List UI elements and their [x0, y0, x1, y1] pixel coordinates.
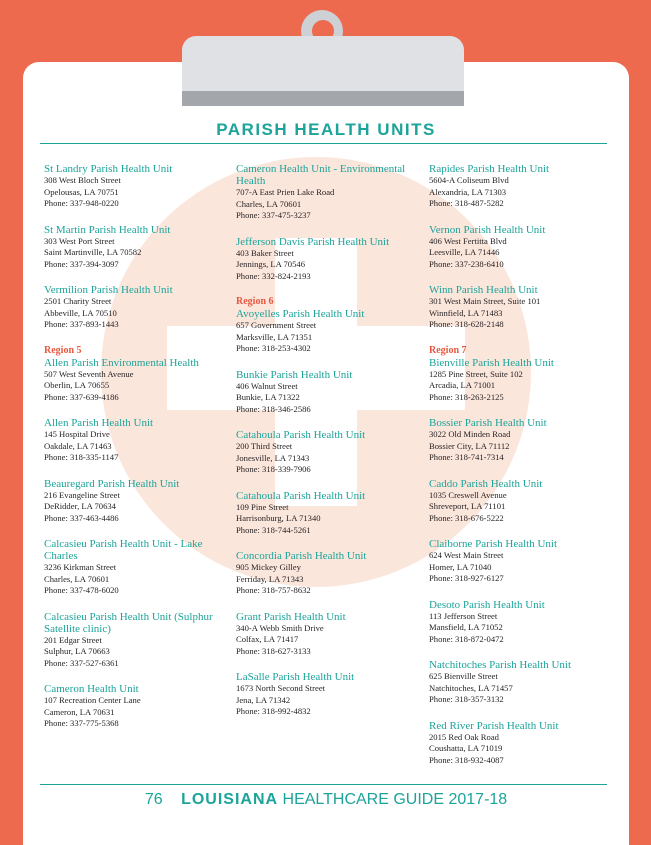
- health-unit-entry: [44, 417, 229, 464]
- health-unit-phone: Phone: 337-394-3097: [44, 258, 119, 269]
- health-unit-address-line: Sulphur, LA 70663: [44, 646, 110, 656]
- health-unit-address-line: 3236 Kirkman Street: [44, 562, 117, 572]
- footer-brand: LOUISIANA: [181, 791, 279, 808]
- health-unit-address-line: 340-A Webb Smith Drive: [236, 622, 324, 633]
- column-3: [429, 163, 609, 780]
- health-unit-entry: [236, 369, 421, 416]
- health-unit-address-line: 406 West Fertitta Blvd: [429, 235, 507, 246]
- health-unit-entry: [236, 671, 421, 718]
- health-unit-address-line: Natchitoches, LA 71457: [429, 682, 513, 693]
- health-unit-address-line: Colfax, LA 71417: [236, 634, 299, 644]
- health-unit-entry: [429, 599, 609, 646]
- health-unit-entry: [236, 490, 421, 537]
- health-unit-address-line: 2501 Charity Street: [44, 296, 112, 306]
- footer-divider: [40, 784, 607, 785]
- health-unit-address-line: 5604-A Coliseum Blvd: [429, 175, 509, 185]
- health-unit-phone: Phone: 318-744-5261: [236, 524, 311, 535]
- health-unit-name: Desoto Parish Health Unit: [429, 598, 545, 611]
- health-unit-name: Red River Parish Health Unit: [429, 719, 559, 732]
- health-unit-name: LaSalle Parish Health Unit: [236, 671, 355, 683]
- health-unit-entry: [429, 163, 609, 210]
- health-unit-address-line: 109 Pine Street: [236, 501, 289, 512]
- health-unit-address-line: Leesville, LA 71446: [429, 247, 500, 257]
- health-unit-phone: Phone: 318-927-6127: [429, 573, 504, 583]
- health-unit-address-line: 905 Mickey Gilley: [236, 562, 301, 572]
- page-title: PARISH HEALTH UNITS: [216, 120, 436, 139]
- health-unit-address-line: 507 West Seventh Avenue: [44, 368, 134, 379]
- health-unit-address-line: Jennings, LA 70546: [236, 259, 305, 269]
- health-unit-phone: Phone: 318-263-2125: [429, 391, 504, 402]
- health-unit-address-line: 406 Walnut Street: [236, 380, 298, 391]
- health-unit-phone: Phone: 318-487-5282: [429, 198, 504, 208]
- health-unit-address-line: Jonesville, LA 71343: [236, 452, 310, 463]
- footer-guide-title: HEALTHCARE GUIDE 2017-18: [282, 791, 508, 808]
- health-unit-address-line: Shreveport, LA 71101: [429, 501, 506, 511]
- health-unit-address-line: 113 Jefferson Street: [429, 610, 498, 621]
- health-unit-phone: Phone: 337-948-0220: [44, 198, 119, 208]
- health-unit-phone: Phone: 318-335-1147: [44, 452, 119, 462]
- health-unit-address-line: Arcadia, LA 71001: [429, 380, 496, 390]
- health-unit-address-line: 2015 Red Oak Road: [429, 731, 499, 742]
- health-unit-name: Rapides Parish Health Unit: [429, 163, 550, 175]
- health-unit-entry: [44, 224, 229, 271]
- health-unit-address-line: 200 Third Street: [236, 441, 293, 451]
- health-unit-address-line: 625 Bienville Street: [429, 671, 498, 681]
- title-divider: [40, 143, 607, 144]
- column-1: [44, 163, 229, 744]
- health-unit-entry: [44, 478, 229, 525]
- health-unit-entry: [44, 345, 229, 404]
- health-unit-address-line: 1673 North Second Street: [236, 683, 326, 693]
- health-unit-address-line: Abbeville, LA 70510: [44, 307, 117, 318]
- health-unit-address-line: Oberlin, LA 70655: [44, 380, 110, 390]
- health-unit-name: Calcasieu Parish Health Unit (Sulphur Satellite clinic): [44, 610, 213, 635]
- health-unit-entry: [429, 417, 609, 464]
- health-unit-entry: [236, 429, 421, 476]
- health-unit-address-line: 1285 Pine Street, Suite 102: [429, 368, 523, 379]
- health-unit-phone: Phone: 337-238-6410: [429, 258, 504, 269]
- health-unit-phone: Phone: 318-628-2148: [429, 319, 504, 329]
- region-heading: Region 5: [44, 344, 82, 356]
- health-unit-entry: [429, 720, 609, 767]
- health-unit-name: Natchitoches Parish Health Unit: [429, 659, 572, 671]
- health-unit-name: Allen Parish Environmental Health: [44, 356, 199, 369]
- health-unit-address-line: Alexandria, LA 71303: [429, 186, 507, 197]
- health-unit-address-line: Charles, LA 70601: [44, 573, 110, 584]
- health-unit-phone: Phone: 318-757-8632: [236, 585, 311, 595]
- health-unit-address-line: Opelousas, LA 70751: [44, 186, 119, 197]
- health-unit-address-line: Harrisonburg, LA 71340: [236, 513, 321, 523]
- health-unit-entry: [44, 284, 229, 331]
- health-unit-phone: Phone: 337-478-6020: [44, 585, 119, 595]
- health-unit-address-line: 308 West Bloch Street: [44, 175, 121, 185]
- region-heading: Region 6: [236, 296, 274, 307]
- health-unit-entry: [236, 236, 421, 283]
- health-unit-phone: Phone: 318-741-7314: [429, 452, 504, 462]
- health-unit-name: Jefferson Davis Parish Health Unit: [236, 235, 390, 248]
- health-unit-entry: [429, 345, 609, 404]
- health-unit-address-line: Saint Martinville, LA 70582: [44, 247, 142, 257]
- health-unit-address-line: 707-A East Prien Lake Road: [236, 187, 335, 197]
- health-unit-name: Bienville Parish Health Unit: [429, 356, 554, 369]
- health-unit-address-line: 216 Evangeline Street: [44, 489, 120, 500]
- health-unit-address-line: Homer, LA 71040: [429, 561, 492, 572]
- health-unit-address-line: 3022 Old Minden Road: [429, 429, 511, 439]
- health-unit-name: Concordia Parish Health Unit: [236, 550, 367, 562]
- health-unit-phone: Phone: 337-475-3237: [236, 210, 311, 220]
- health-unit-address-line: Winnfield, LA 71483: [429, 307, 503, 318]
- health-unit-name: Grant Parish Health Unit: [236, 610, 346, 623]
- health-unit-name: St Martin Parish Health Unit: [44, 223, 171, 236]
- health-unit-phone: Phone: 337-775-5368: [44, 718, 119, 728]
- health-unit-address-line: 303 West Port Street: [44, 235, 115, 246]
- health-unit-name: Catahoula Parish Health Unit: [236, 429, 366, 441]
- health-unit-phone: Phone: 337-893-1443: [44, 319, 119, 329]
- health-unit-entry: [44, 538, 229, 597]
- health-unit-address-line: Jena, LA 71342: [236, 694, 291, 705]
- health-unit-entry: [44, 683, 229, 730]
- health-unit-address-line: Oakdale, LA 71463: [44, 440, 112, 451]
- health-unit-address-line: Bossier City, LA 71112: [429, 440, 510, 451]
- health-unit-phone: Phone: 337-527-6361: [44, 657, 119, 668]
- health-unit-address-line: Bunkie, LA 71322: [236, 392, 300, 402]
- health-unit-phone: Phone: 337-463-4486: [44, 512, 119, 523]
- health-unit-name: Claiborne Parish Health Unit: [429, 538, 558, 550]
- region-heading: Region 7: [429, 344, 467, 356]
- health-unit-address-line: 624 West Main Street: [429, 550, 504, 560]
- health-unit-phone: Phone: 318-872-0472: [429, 633, 504, 644]
- health-unit-name: St Landry Parish Health Unit: [44, 163, 173, 175]
- health-unit-entry: [429, 659, 609, 706]
- health-unit-address-line: DeRidder, LA 70634: [44, 501, 116, 511]
- health-unit-address-line: 1035 Creswell Avenue: [429, 489, 507, 500]
- health-unit-phone: Phone: 318-253-4302: [236, 343, 311, 353]
- health-unit-name: Cameron Health Unit - Environmental Health: [236, 163, 406, 187]
- health-unit-address-line: Ferriday, LA 71343: [236, 573, 304, 584]
- health-unit-name: Beauregard Parish Health Unit: [44, 477, 180, 490]
- column-2: [236, 163, 421, 732]
- health-unit-entry: [236, 550, 421, 597]
- health-unit-address-line: 403 Baker Street: [236, 247, 294, 258]
- health-unit-phone: Phone: 318-339-7906: [236, 464, 311, 474]
- health-unit-entry: [236, 611, 421, 658]
- page-number: 76: [144, 791, 163, 808]
- health-unit-address-line: 145 Hospital Drive: [44, 429, 110, 439]
- health-unit-entry: [236, 296, 421, 355]
- health-unit-address-line: 107 Recreation Center Lane: [44, 695, 141, 705]
- health-unit-entry: [429, 538, 609, 585]
- health-unit-phone: Phone: 337-639-4186: [44, 391, 119, 402]
- health-unit-phone: Phone: 318-357-3132: [429, 694, 504, 704]
- health-unit-phone: Phone: 318-346-2586: [236, 403, 311, 414]
- health-unit-phone: Phone: 318-992-4832: [236, 706, 311, 716]
- health-unit-address-line: 201 Edgar Street: [44, 634, 102, 645]
- health-unit-entry: [429, 284, 609, 331]
- health-unit-address-line: 657 Government Street: [236, 320, 317, 330]
- health-unit-entry: [44, 163, 229, 210]
- health-unit-phone: Phone: 332-824-2193: [236, 270, 311, 281]
- health-unit-address-line: 301 West Main Street, Suite 101: [429, 296, 541, 306]
- health-unit-name: Vermilion Parish Health Unit: [44, 284, 173, 296]
- health-unit-name: Winn Parish Health Unit: [429, 284, 538, 296]
- health-unit-phone: Phone: 318-676-5222: [429, 512, 504, 523]
- health-unit-address-line: Marksville, LA 71351: [236, 331, 313, 342]
- health-unit-phone: Phone: 318-932-4087: [429, 754, 504, 765]
- health-unit-address-line: Coushatta, LA 71019: [429, 743, 503, 753]
- clipboard-clip: [182, 36, 464, 106]
- health-unit-entry: [429, 224, 609, 271]
- health-unit-name: Catahoula Parish Health Unit: [236, 489, 366, 502]
- health-unit-name: Calcasieu Parish Health Unit - Lake Charles: [44, 538, 203, 562]
- health-unit-name: Vernon Parish Health Unit: [429, 223, 546, 236]
- health-unit-name: Avoyelles Parish Health Unit: [236, 308, 365, 320]
- health-unit-name: Cameron Health Unit: [44, 683, 139, 695]
- health-unit-address-line: Charles, LA 70601: [236, 198, 302, 209]
- health-unit-name: Bossier Parish Health Unit: [429, 417, 547, 429]
- health-unit-entry: [429, 478, 609, 525]
- health-unit-address-line: Mansfield, LA 71052: [429, 622, 503, 632]
- health-unit-name: Caddo Parish Health Unit: [429, 477, 543, 490]
- page-footer: [23, 791, 629, 809]
- health-unit-address-line: Cameron, LA 70631: [44, 706, 115, 717]
- health-unit-name: Allen Parish Health Unit: [44, 417, 154, 429]
- health-unit-entry: [44, 611, 229, 670]
- health-unit-name: Bunkie Parish Health Unit: [236, 368, 353, 381]
- health-unit-phone: Phone: 318-627-3133: [236, 645, 311, 656]
- health-unit-entry: [236, 163, 421, 222]
